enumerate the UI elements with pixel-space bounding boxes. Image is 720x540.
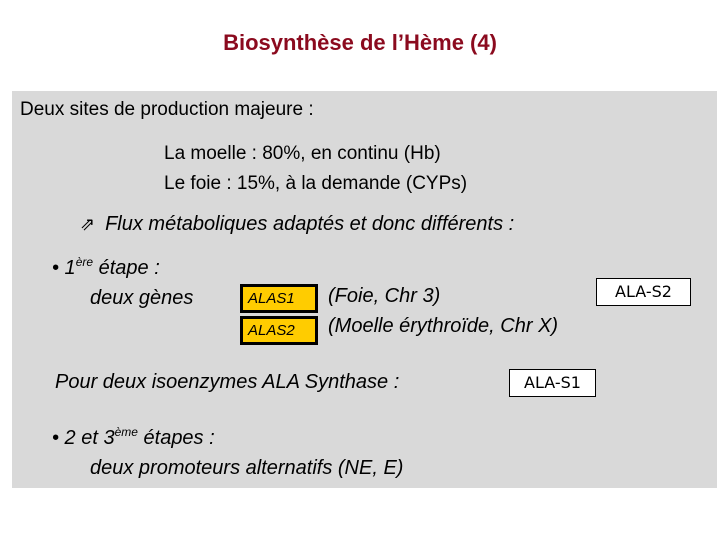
step1-sup: ère [75,255,94,269]
isoenzyme-box-ala-s1: ALA-S1 [509,369,596,397]
moelle-label: La moelle [164,143,247,164]
intro-text: Deux sites de production majeure : [20,99,314,120]
flux-text: Flux métaboliques adaptés et donc différents : [105,213,515,235]
flux-line [80,213,514,236]
gene-box-alas2: ALAS2 [240,316,318,345]
gene-box-alas1: ALAS1 [240,284,318,313]
step23-bullet: • 2 et 3 [52,427,115,449]
isoenzyme-box-ala-s2: ALA-S2 [596,278,691,306]
step23-text: étapes : [137,427,215,449]
step1-bullet: • 1 [52,257,76,279]
genes-label: deux gènes [90,287,194,309]
gene-desc-alas2: (Moelle érythroïde, Chr X) [328,315,559,337]
moelle-text: : 80%, en continu (Hb) [246,143,441,164]
arrow-outline-icon: ⇗ [80,214,96,234]
slide-title: Biosynthèse de l’Hème (4) [223,30,497,55]
step1-text: étape : [93,257,160,279]
foie-text: : 15%, à la demande (CYPs) [221,173,468,194]
step1-heading [52,257,160,280]
promoters-text: deux promoteurs alternatifs (NE, E) [90,457,404,479]
step23-sup: ème [114,425,138,439]
isoenzymes-text: Pour deux isoenzymes ALA Synthase : [55,371,400,393]
foie-line [164,173,467,195]
gene-desc-alas1: (Foie, Chr 3) [328,285,441,307]
step23-heading [52,427,215,450]
foie-label: Le foie [164,173,222,194]
moelle-line [164,143,441,165]
